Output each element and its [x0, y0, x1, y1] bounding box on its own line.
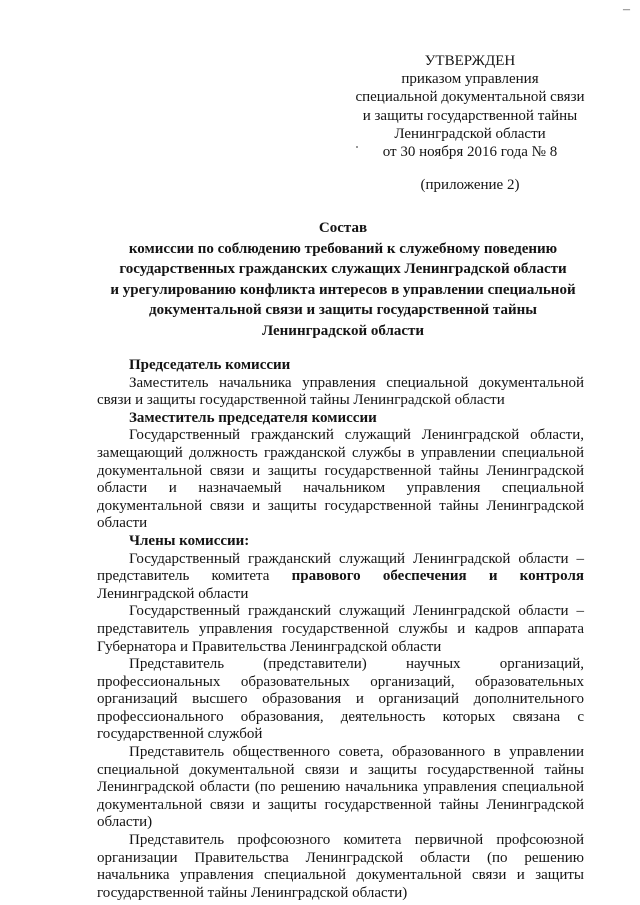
approval-line: специальной документальной связи [355, 89, 585, 106]
member-text: Государственный гражданский служащий Ленинградской области – представитель комитета [97, 550, 584, 585]
title-line: государственных гражданских служащих Ленинградской области [119, 261, 567, 278]
commission-composition [97, 357, 584, 902]
member-item: Представитель профсоюзного комитета первичной профсоюзной организации Правительства Ленинградской области (по решению начальника управления специальной документальной связи и защиты государственной тайны Ленинградской области) [97, 832, 584, 901]
member-item: Представитель (представители) научных организаций, профессиональных образовательных организаций, образовательных организаций высшего образования и организаций дополнительного профессионального образования, деятельность которых связана с государственной службой [97, 656, 584, 743]
approval-line: Ленинградской области [394, 125, 546, 142]
title-line: Ленинградской области [261, 322, 425, 339]
member-text: Ленинградской области [97, 585, 249, 602]
approval-line: приказом управления [401, 71, 539, 88]
approval-line: и защиты государственной тайны [362, 107, 578, 124]
corner-mark: – [623, 2, 630, 17]
chair-heading: Председатель комиссии [129, 357, 291, 373]
deputy-description: Государственный гражданский служащий Ленинградской области, замещающий должность гражданской службы в управлении специальной документальной связи и защиты государственной тайны Ленинградской области и назначаемый начальником управления специальной документальной связи и защиты государственной тайны Ленинградской области [97, 427, 584, 532]
member-item: Государственный гражданский служащий Ленинградской области – представитель управления государственной службы и кадров аппарата Губернатора и Правительства Ленинградской области [97, 603, 584, 655]
member-item: Представитель общественного совета, образованного в управлении специальной документальной связи и защиты государственной тайны Ленинградской области (по решению начальника управления специальной документальной связи и защиты государственной тайны Ленинградской области) [97, 744, 584, 831]
chair-description: Заместитель начальника управления специальной документальной связи и защиты государственной тайны Ленинградской области [97, 374, 584, 409]
title-line: комиссии по соблюдению требований к служебному поведению [128, 240, 558, 257]
deputy-heading: Заместитель председателя комиссии [129, 409, 377, 426]
title-line: документальной связи и защиты государственной тайны [149, 302, 537, 319]
member-item [97, 551, 584, 604]
title-line: Состав [318, 220, 368, 236]
members-heading: Члены комиссии: [129, 532, 250, 549]
approval-date-number: от 30 ноября 2016 года № 8 [382, 144, 558, 161]
approval-heading: УТВЕРЖДЕН [424, 53, 516, 69]
document-title [98, 218, 588, 342]
appendix-label: (приложение 2) [420, 177, 520, 193]
member-emphasis: правового обеспечения и контроля [291, 568, 584, 585]
title-line: и урегулированию конфликта интересов в управлении специальной [110, 281, 576, 298]
approval-stamp-block [350, 52, 590, 161]
